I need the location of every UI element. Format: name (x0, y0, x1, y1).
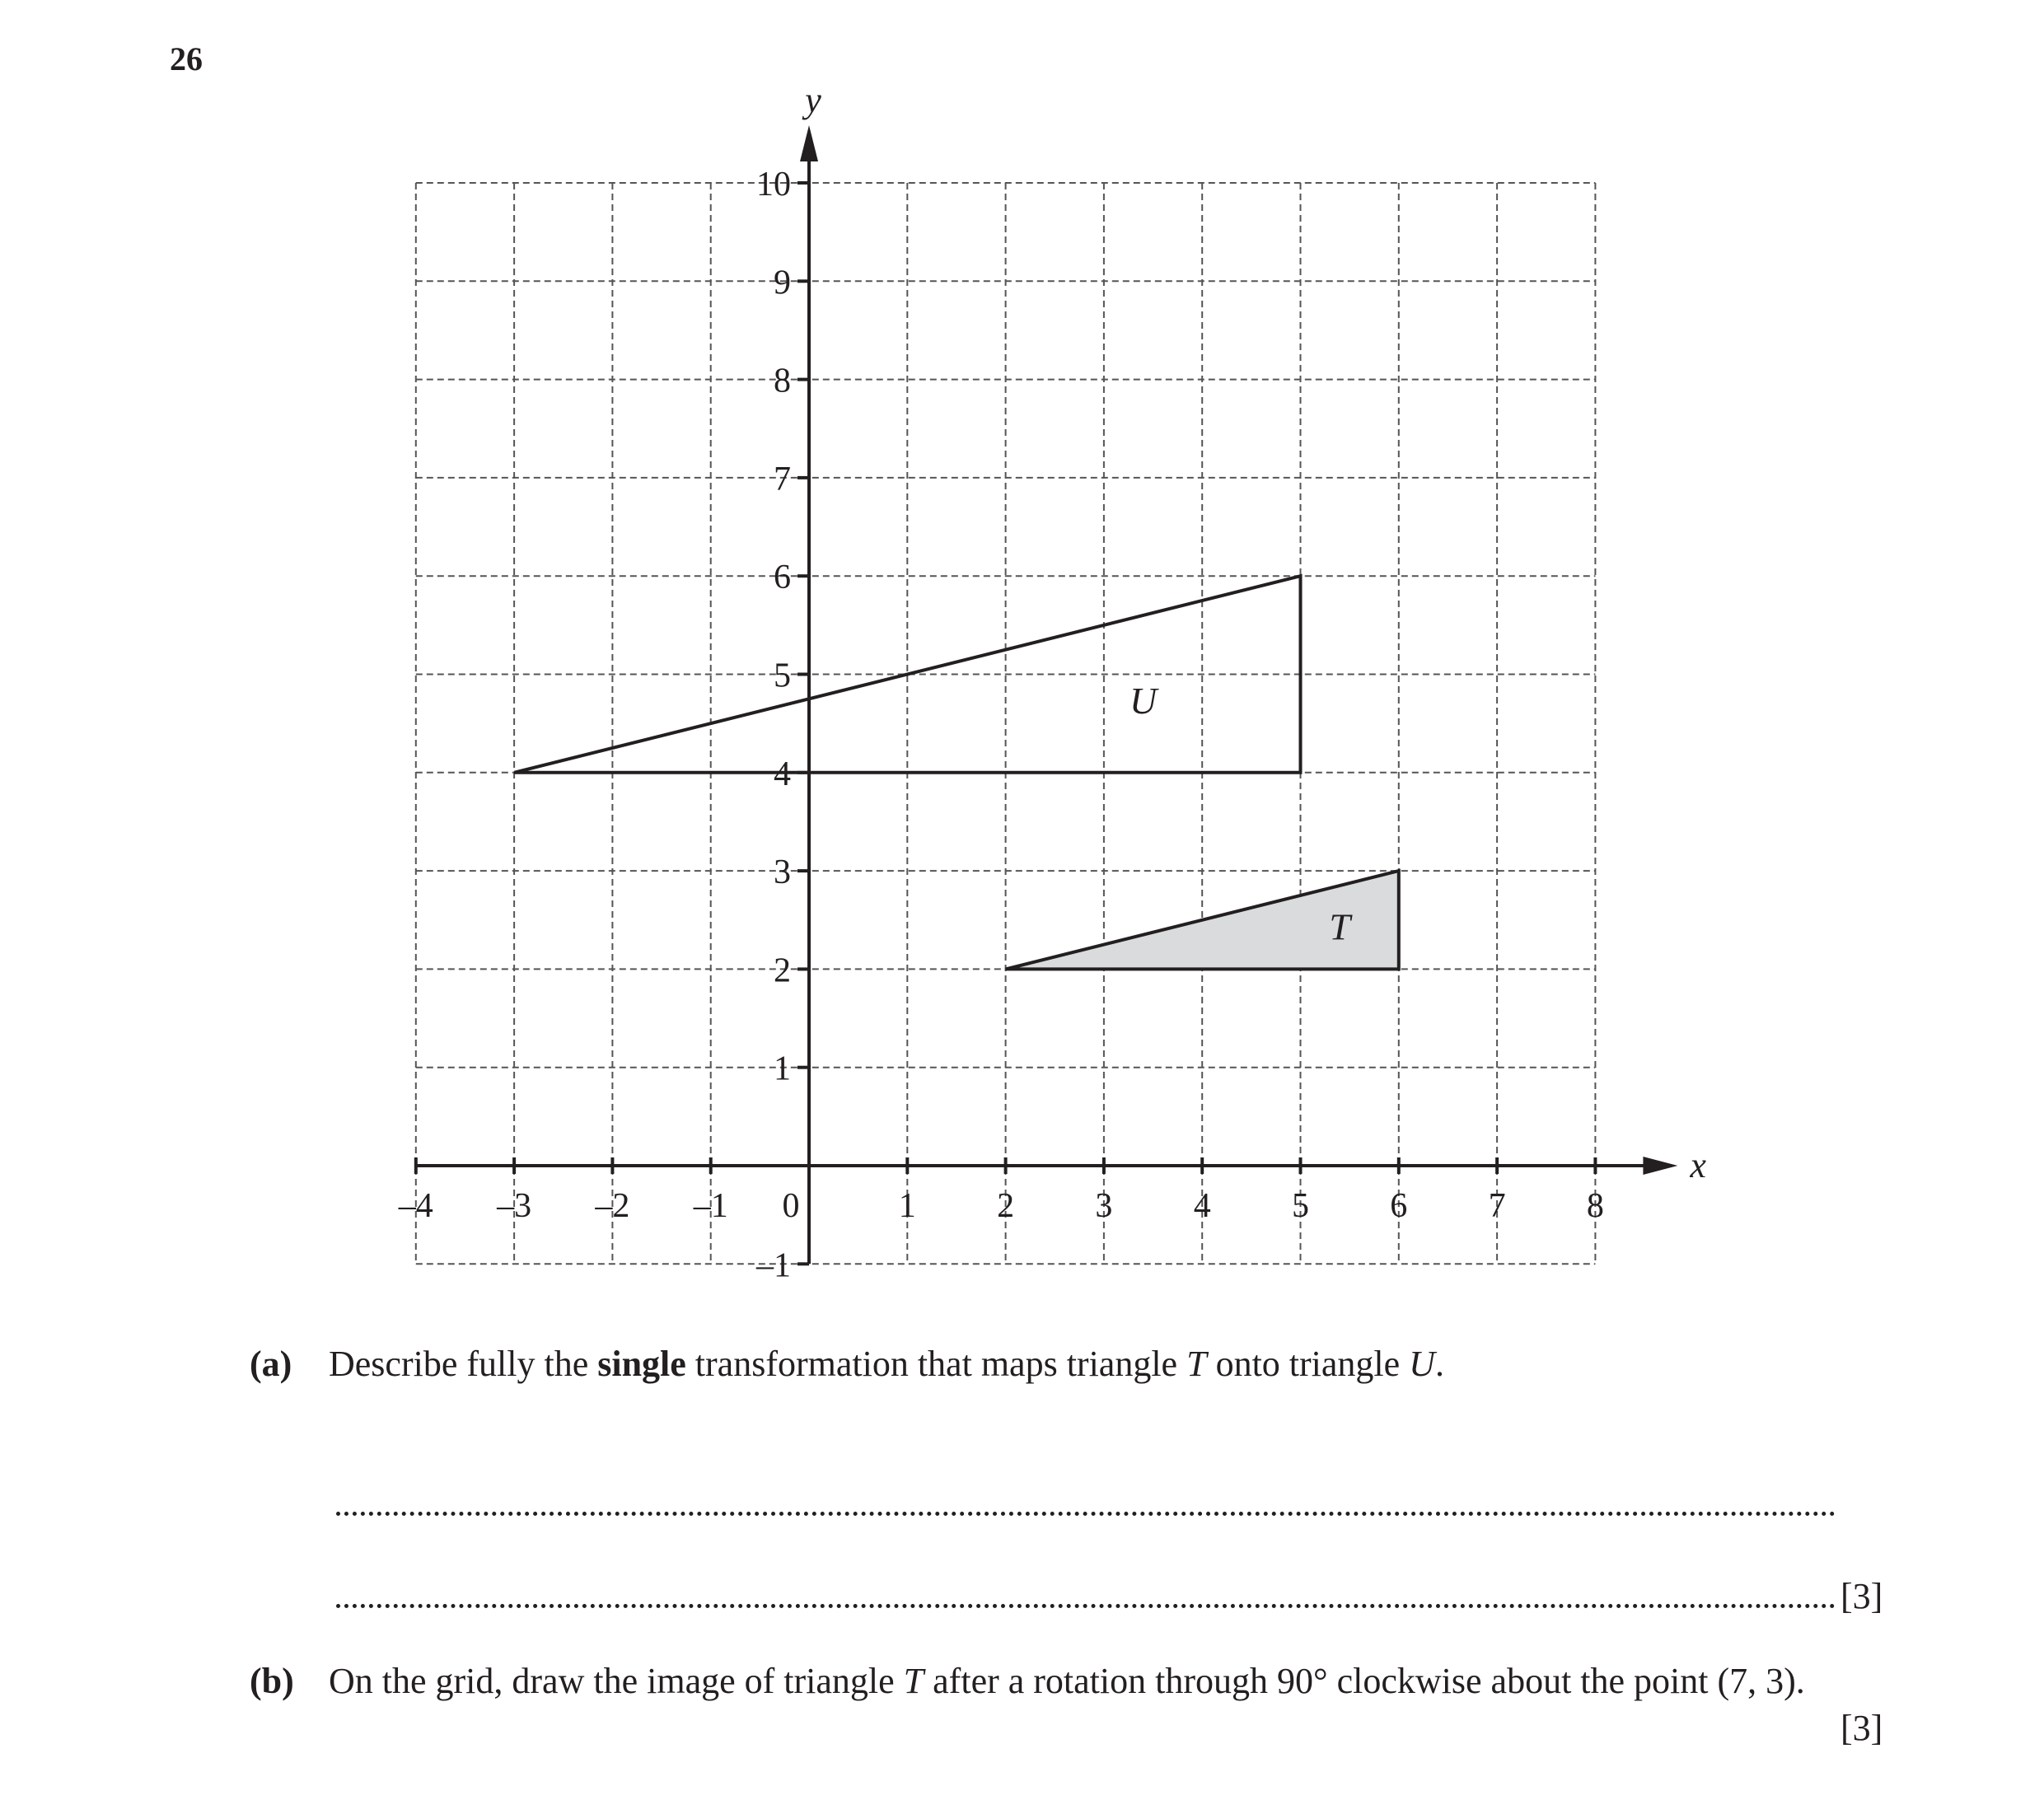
y-axis-arrow-icon (800, 125, 818, 161)
x-tick-label: 1 (898, 1187, 916, 1225)
question-a-text (329, 1343, 1444, 1386)
question-b-text-after: after a rotation through 90° clockwise about the point (7, 3). (924, 1661, 1805, 1701)
x-tick-label: 6 (1390, 1187, 1408, 1225)
x-tick-label: –1 (693, 1187, 728, 1225)
question-a-text-middle-2: onto triangle (1206, 1344, 1410, 1384)
y-tick-label: 7 (774, 460, 791, 498)
y-tick-label: 5 (774, 657, 791, 695)
triangle-label-u: U (1130, 680, 1158, 722)
shapes-layer (514, 576, 1399, 969)
question-b-text (329, 1660, 1805, 1703)
x-tick-label: 7 (1488, 1187, 1506, 1225)
question-b-marks: [3] (1841, 1708, 1883, 1748)
y-tick-label: 6 (774, 559, 791, 597)
y-tick-label: 10 (756, 166, 791, 203)
answer-line-a-2[interactable] (336, 1604, 1836, 1608)
question-a-triangle-u: U (1409, 1344, 1435, 1384)
y-tick-label: 4 (774, 755, 791, 793)
x-tick-label: –4 (398, 1187, 433, 1225)
question-a-text-end: . (1434, 1344, 1444, 1384)
question-a-marks: [3] (1841, 1576, 1883, 1616)
x-tick-label: 5 (1292, 1187, 1309, 1225)
y-tick-label: 8 (774, 362, 791, 400)
y-tick-label: 1 (774, 1050, 791, 1088)
page-number: 26 (170, 40, 203, 77)
x-axis-arrow-icon (1643, 1157, 1677, 1175)
axes (416, 125, 1678, 1264)
triangle-label-t: T (1329, 905, 1351, 948)
question-a-bold-word: single (597, 1344, 686, 1384)
y-tick-label: 2 (774, 951, 791, 990)
question-b-text-before: On the grid, draw the image of triangle (329, 1661, 904, 1701)
x-tick-label: 2 (997, 1187, 1015, 1225)
x-tick-label: –3 (497, 1187, 532, 1225)
y-tick-label: –1 (756, 1246, 791, 1285)
x-tick-label: –2 (595, 1187, 630, 1225)
question-b-label: (b) (250, 1661, 294, 1701)
answer-line-a-1[interactable] (336, 1512, 1836, 1516)
y-tick-label: 9 (774, 264, 791, 302)
question-a-triangle-t: T (1186, 1344, 1207, 1384)
x-tick-label: 4 (1193, 1187, 1211, 1225)
y-tick-label: 3 (774, 853, 791, 892)
x-tick-label: 8 (1586, 1187, 1604, 1225)
question-a-text-before: Describe fully the (329, 1344, 598, 1384)
question-b-triangle-t: T (903, 1661, 924, 1701)
x-tick-label: 3 (1095, 1187, 1113, 1225)
question-a-label: (a) (250, 1344, 292, 1384)
y-axis-label: y (805, 80, 821, 120)
x-tick-label: 0 (782, 1187, 800, 1225)
axis-labels (398, 80, 1707, 1284)
grid-lines (416, 183, 1596, 1264)
x-axis-label: x (1690, 1145, 1706, 1185)
question-a-text-middle: transformation that maps triangle (685, 1344, 1187, 1384)
